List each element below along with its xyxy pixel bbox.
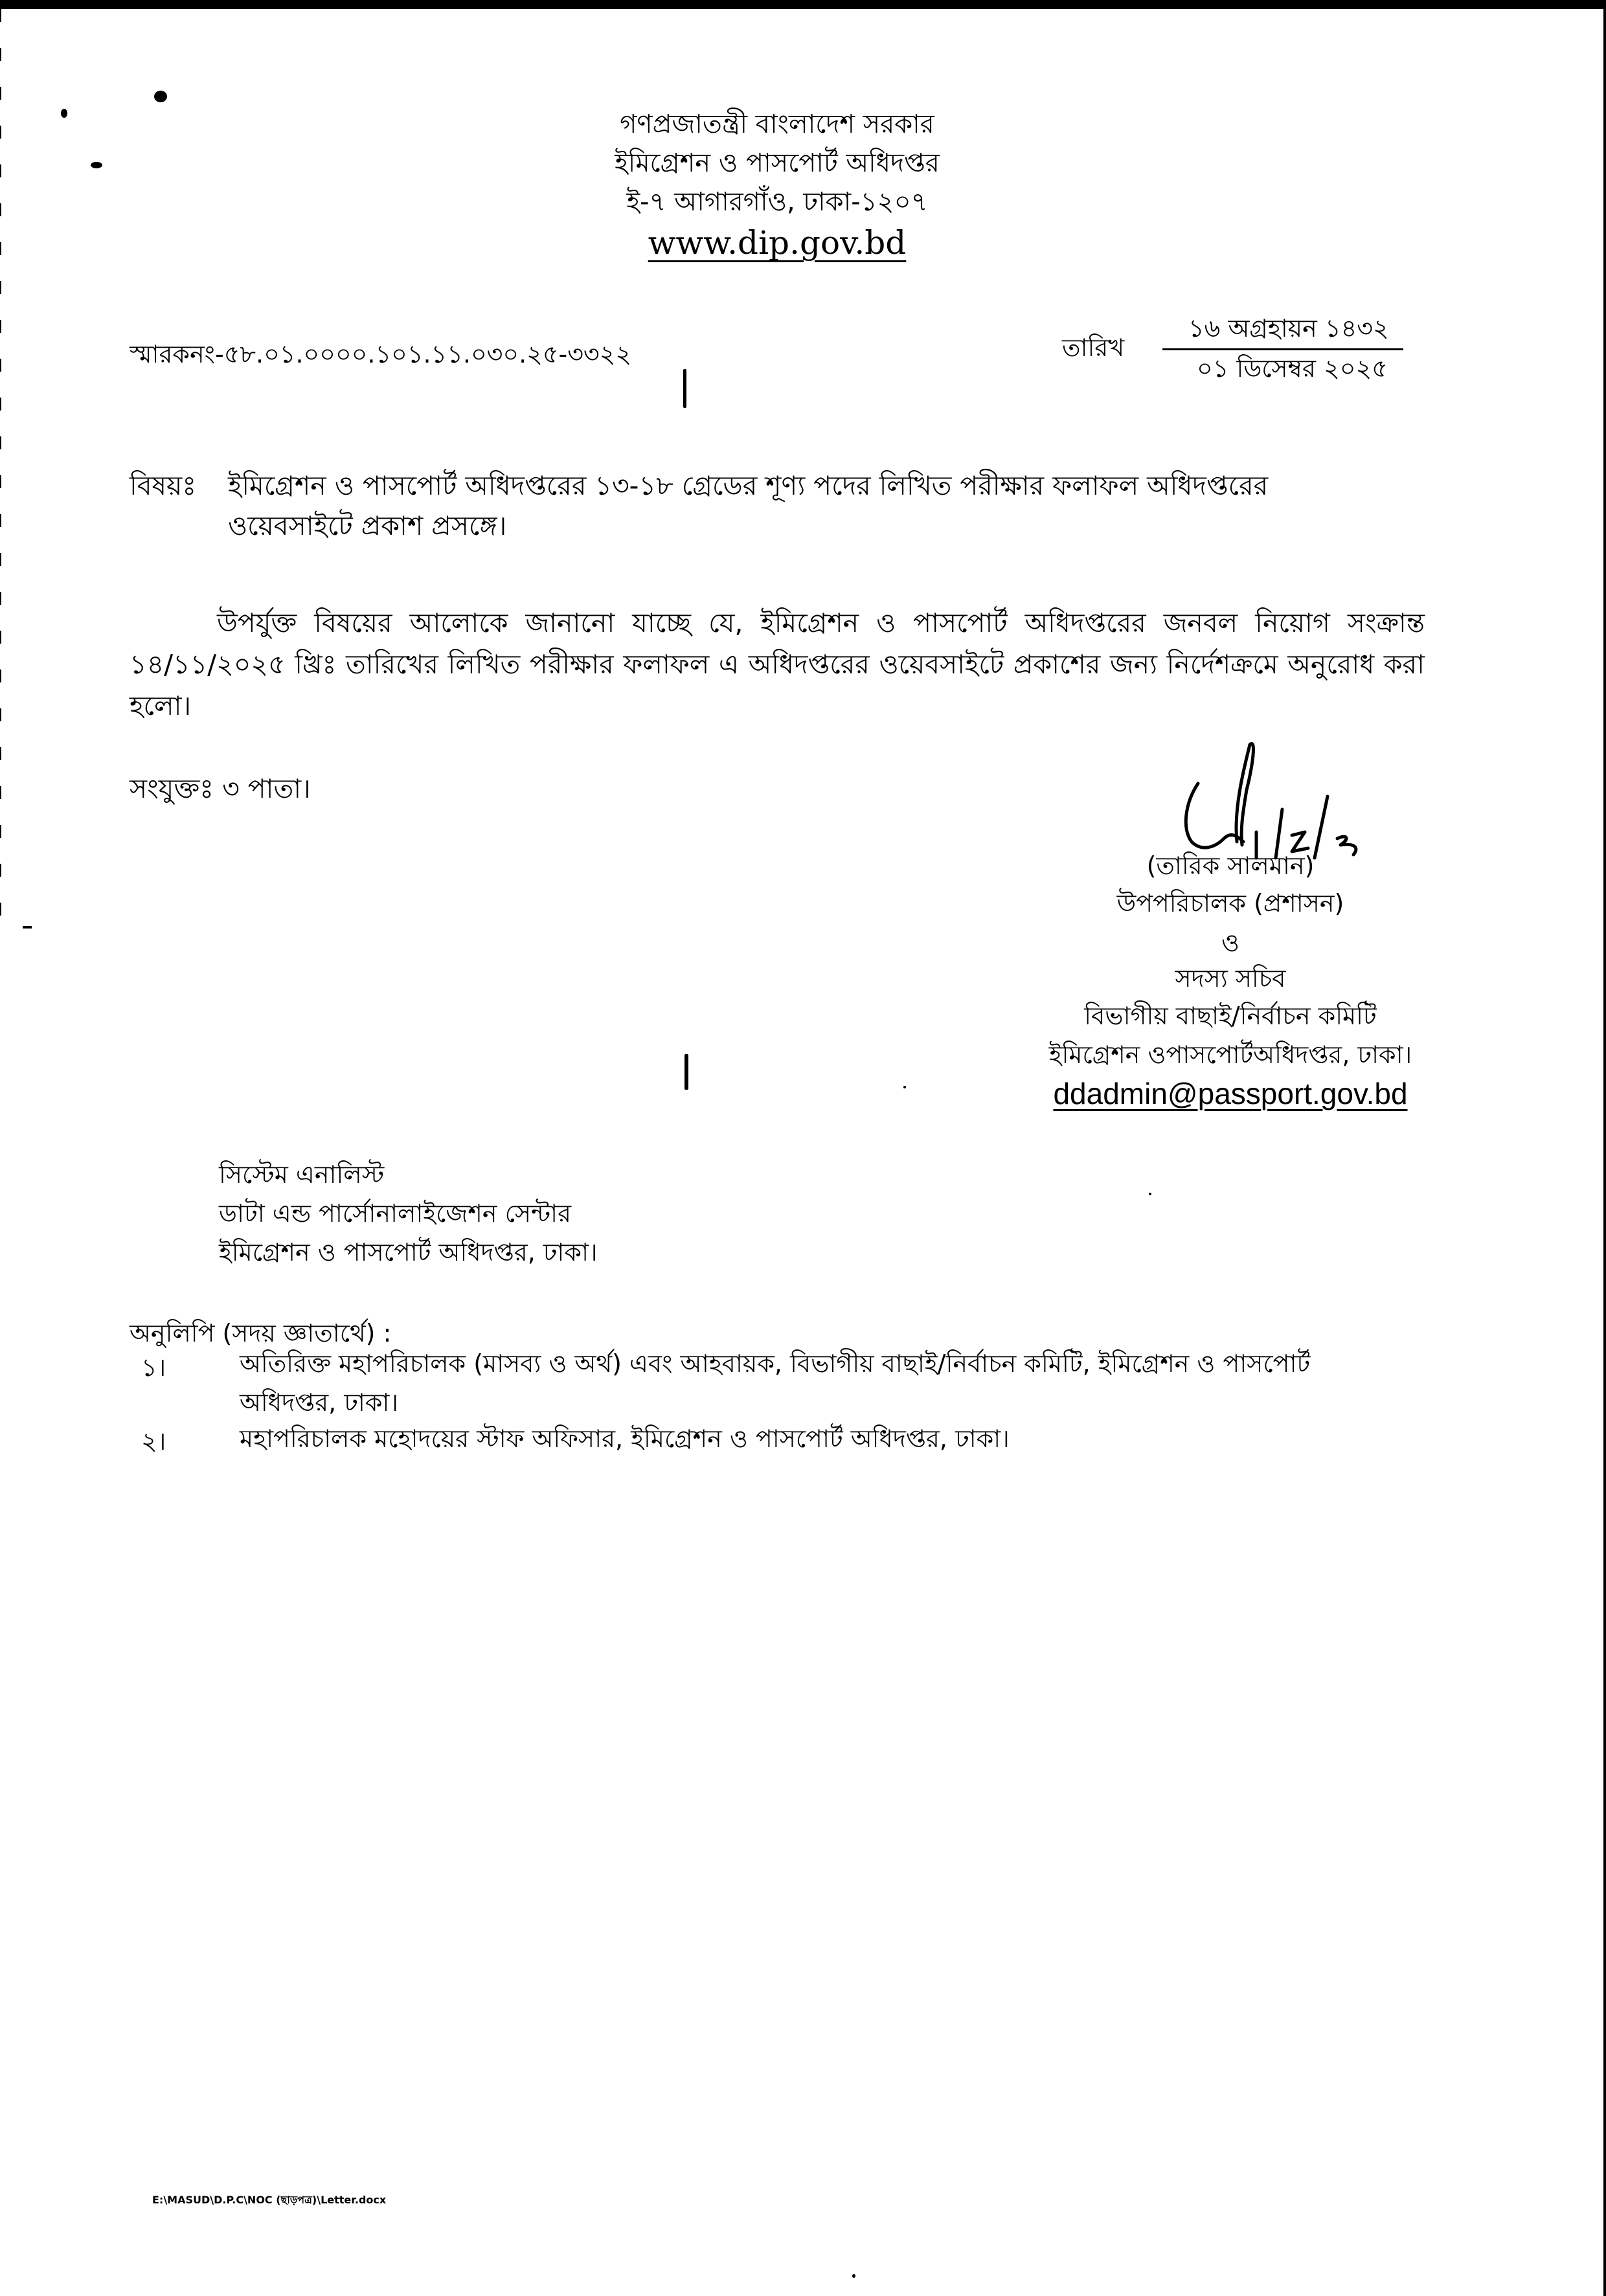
signatory-name: (তারিক সালমান) — [1146, 851, 1315, 880]
letterhead-address: ই-৭ আগারগাঁও, ঢাকা-১২০৭ — [626, 187, 928, 217]
subject-label: বিষয়ঃ — [130, 470, 197, 501]
signatory-role: সদস্য সচিব — [1175, 964, 1286, 993]
letterhead-department: ইমিগ্রেশন ও পাসপোর্ট অধিদপ্তর — [615, 148, 940, 178]
copy-item-text: মহাপরিচালক মহোদয়ের স্টাফ অফিসার, ইমিগ্রেশন ও পাসপোর্ট অধিদপ্তর, ঢাকা। — [240, 1424, 1010, 1453]
attachment-note: সংযুক্তঃ ৩ পাতা। — [130, 773, 311, 804]
handwritten-signature — [1166, 719, 1386, 861]
scan-speck — [154, 91, 167, 102]
signatory-committee: বিভাগীয় বাছাই/নির্বাচন কমিটি — [1084, 1002, 1377, 1030]
subject-line-2: ওয়েবসাইটে প্রকাশ প্রসঙ্গে। — [228, 510, 507, 541]
signatory-designation: উপপরিচালক (প্রশাসন) — [1116, 889, 1344, 917]
file-path-footer: E:\MASUD\D.P.C\NOC (ছাড়পত্র)\Letter.docx — [152, 2194, 387, 2206]
memo-reference-number: স্মারকনং-৫৮.০১.০০০০.১০১.১১.০৩০.২৫-৩৩২২ — [130, 340, 632, 368]
copies-heading: অনুলিপি (সদয় জ্ঞাতার্থে) : — [130, 1319, 392, 1347]
letterhead-website-link[interactable]: www.dip.gov.bd — [648, 224, 907, 262]
letterhead-government: গণপ্রজাতন্ত্রী বাংলাদেশ সরকার — [620, 109, 934, 139]
copy-item-text: অতিরিক্ত মহাপরিচালক (মাসব্য ও অর্থ) এবং আহবায়ক, বিভাগীয় বাছাই/নির্বাচন কমিটি, ইমিগ্রেশন ও পাসপোর্ট — [240, 1349, 1311, 1378]
date-label: তারিখ — [1062, 333, 1125, 362]
recipient-line-2: ডাটা এন্ড পার্সোনালাইজেশন সেন্টার — [219, 1199, 571, 1228]
recipient-line-1: সিস্টেম এনালিস্ট — [219, 1160, 385, 1189]
scan-speck — [683, 369, 686, 408]
scan-border-right — [1603, 0, 1606, 2296]
body-paragraph: উপর্যুক্ত বিষয়ের আলোকে জানানো যাচ্ছে যে, ইমিগ্রেশন ও পাসপোর্ট অধিদপ্তরের জনবল নিয়োগ সংক্রান্ত ১৪/১১/২০২৫ খ্রিঃ তারিখের লিখিত পরীক্ষার ফলাফল এ অধিদপ্তরের ওয়েবসাইটে প্রকাশের জন্য নির্দেশক্রমে অনুরোধ করা হলো। — [130, 607, 1425, 721]
scan-speck — [903, 1086, 906, 1088]
copy-item-text-continued: অধিদপ্তর, ঢাকা। — [240, 1388, 399, 1417]
signatory-email-link[interactable]: ddadmin@passport.gov.bd — [1053, 1077, 1408, 1110]
scan-speck — [852, 2274, 855, 2278]
signatory-office: ইমিগ্রেশন ওপাসপোর্টঅধিদপ্তর, ঢাকা। — [1048, 1041, 1412, 1069]
scan-border-top — [0, 0, 1606, 9]
copy-item-number: ২। — [141, 1427, 166, 1456]
copy-item-number: ১। — [141, 1353, 166, 1382]
signatory-conjunction: ও — [1221, 929, 1239, 957]
date-english-calendar: ০১ ডিসেম্বর ২০২৫ — [1197, 354, 1388, 383]
recipient-line-3: ইমিগ্রেশন ও পাসপোর্ট অধিদপ্তর, ঢাকা। — [219, 1238, 598, 1266]
scan-speck — [684, 1054, 688, 1090]
scan-speck — [23, 926, 32, 929]
scan-border-left — [0, 9, 1, 916]
subject-line-1: ইমিগ্রেশন ও পাসপোর্ট অধিদপ্তরের ১৩-১৮ গ্রেডের শূণ্য পদের লিখিত পরীক্ষার ফলাফল অধিদপ্তরের — [228, 470, 1269, 501]
date-bangla-calendar: ১৬ অগ্রহায়ন ১৪৩২ — [1188, 314, 1389, 343]
scan-speck — [1149, 1193, 1151, 1195]
date-divider — [1162, 348, 1403, 350]
